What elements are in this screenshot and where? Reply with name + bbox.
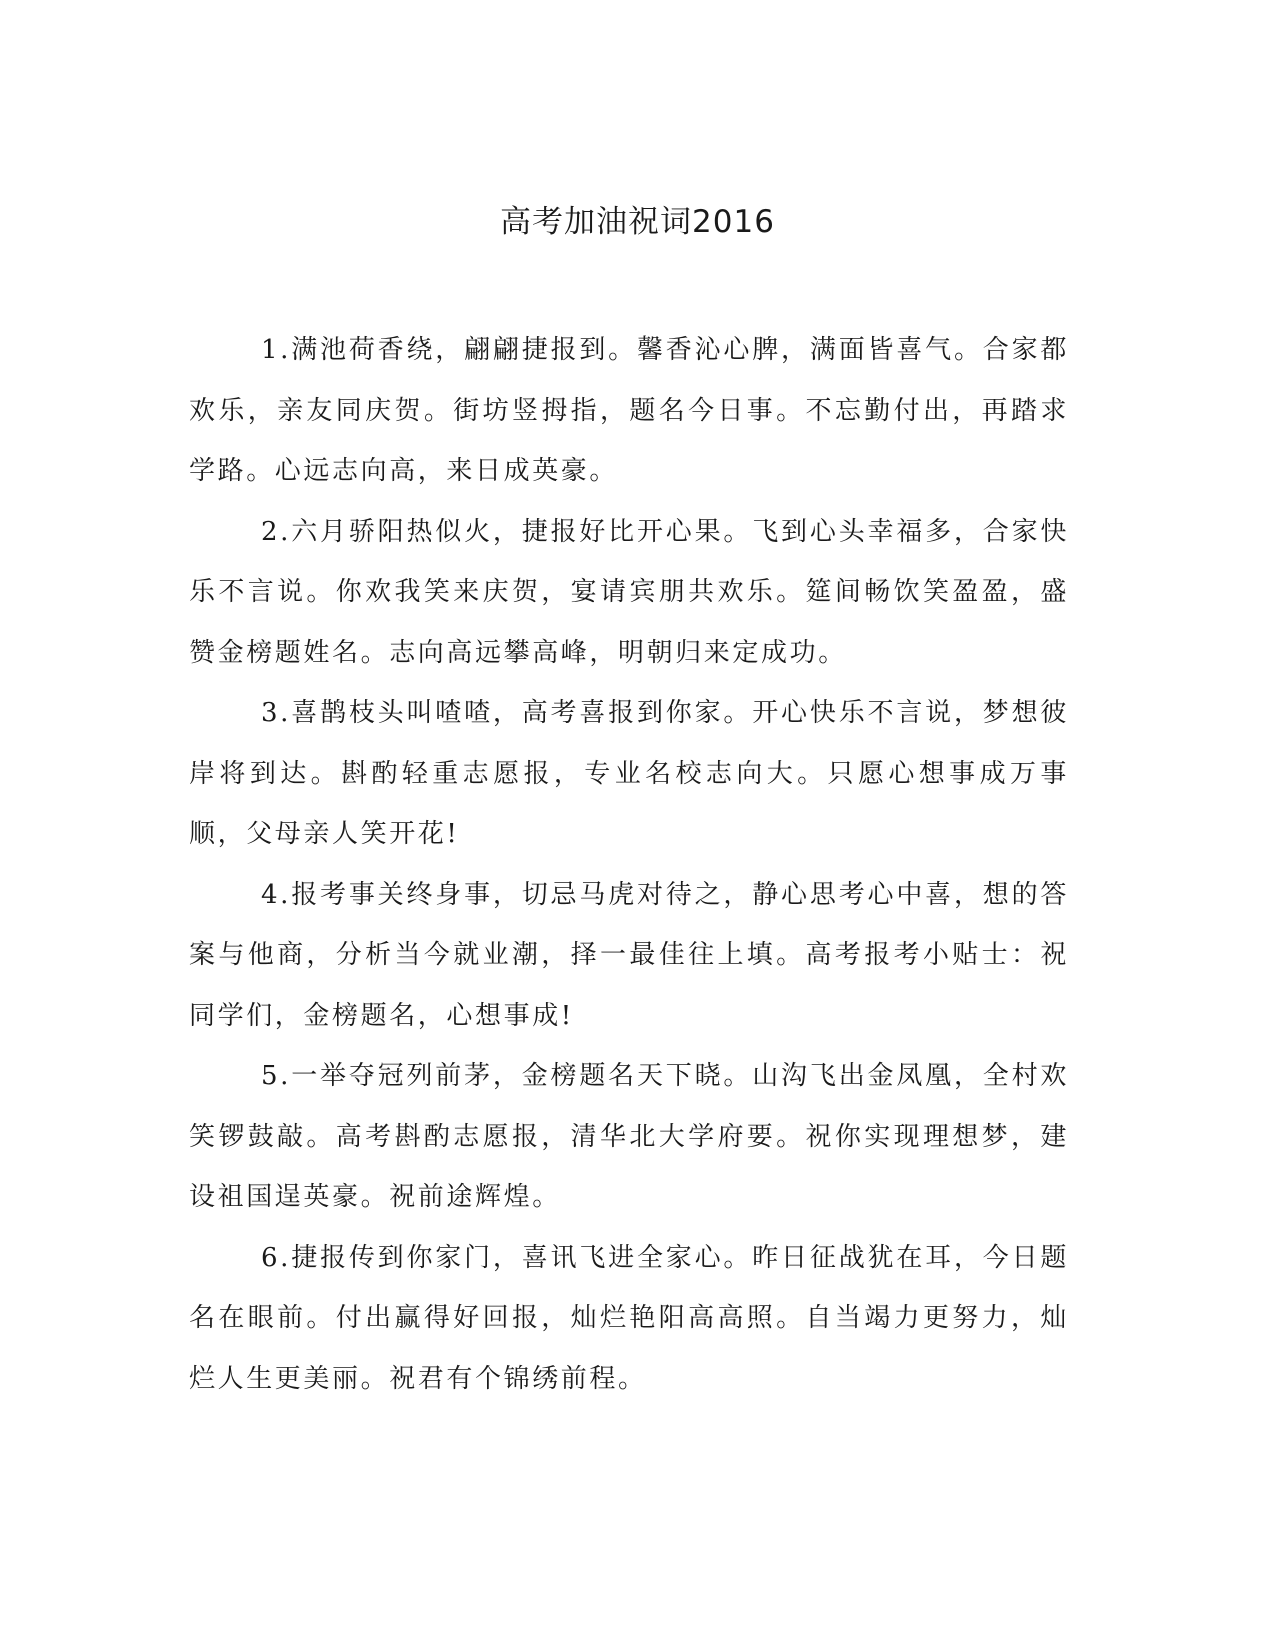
paragraph-5: 5.一举夺冠列前茅，金榜题名天下晓。山沟飞出金凤凰，全村欢笑锣鼓敲。高考斟酌志愿报，清华北大学府要。祝你实现理想梦，建设祖国逞英豪。祝前途辉煌。 (189, 1061, 1069, 1212)
document-body (189, 320, 1069, 1409)
paragraph-1: 1.满池荷香绕，翩翩捷报到。馨香沁心脾，满面皆喜气。合家都欢乐，亲友同庆贺。街坊竖拇指，题名今日事。不忘勤付出，再踏求学路。心远志向高，来日成英豪。 (189, 335, 1069, 486)
paragraph-6: 6.捷报传到你家门，喜讯飞进全家心。昨日征战犹在耳，今日题名在眼前。付出赢得好回报，灿烂艳阳高高照。自当竭力更努力，灿烂人生更美丽。祝君有个锦绣前程。 (189, 1242, 1069, 1394)
paragraph-4: 4.报考事关终身事，切忌马虎对待之，静心思考心中喜，想的答案与他商，分析当今就业潮，择一最佳往上填。高考报考小贴士：祝同学们，金榜题名，心想事成! (189, 879, 1069, 1031)
paragraph-3: 3.喜鹊枝头叫喳喳，高考喜报到你家。开心快乐不言说，梦想彼岸将到达。斟酌轻重志愿报，专业名校志向大。只愿心想事成万事顺，父母亲人笑开花! (189, 698, 1069, 849)
paragraph-2: 2.六月骄阳热似火，捷报好比开心果。飞到心头幸福多，合家快乐不言说。你欢我笑来庆贺，宴请宾朋共欢乐。筵间畅饮笑盈盈，盛赞金榜题姓名。志向高远攀高峰，明朝归来定成功。 (189, 516, 1069, 668)
document-title: 高考加油祝词2016 (500, 204, 775, 240)
